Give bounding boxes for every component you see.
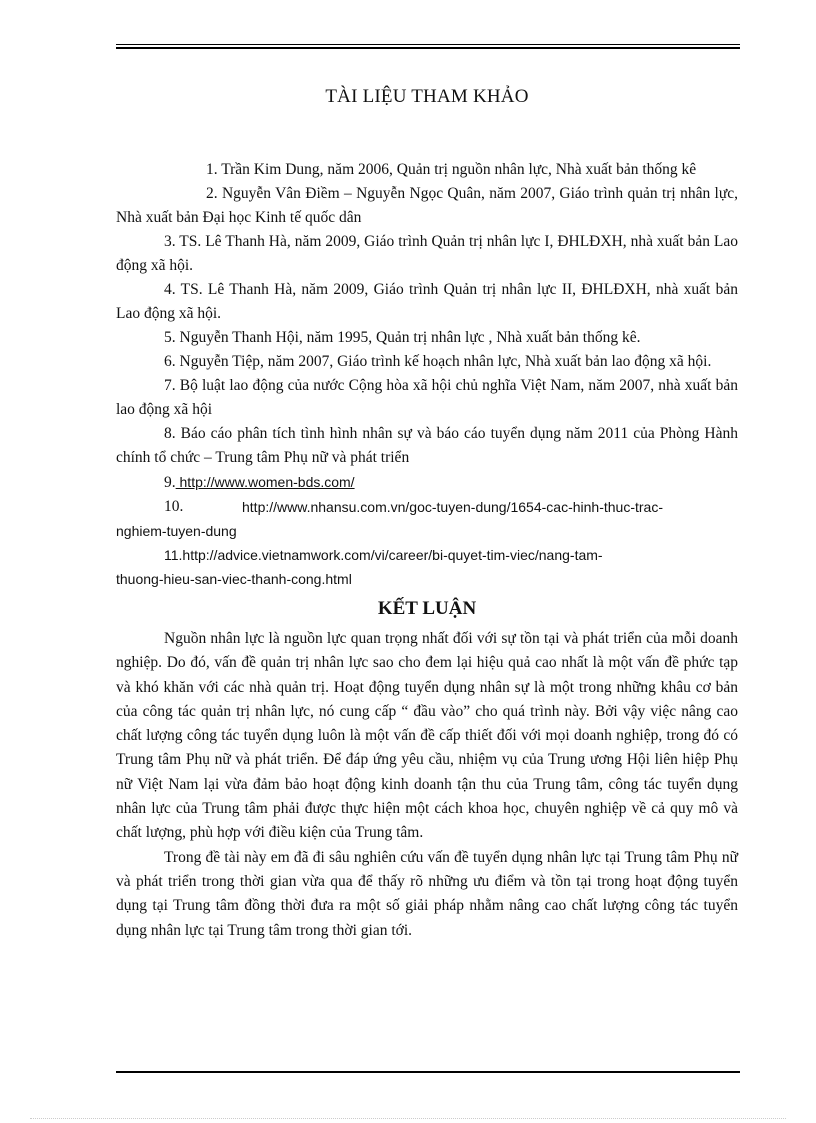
reference-link-continuation[interactable]: nghiem-tuyen-dung	[116, 523, 237, 539]
reference-item: 8. Báo cáo phân tích tình hình nhân sự và báo cáo tuyển dụng năm 2011 của Phòng Hành chính tổ chức – Trung tâm Phụ nữ và phát triển	[116, 425, 738, 466]
reference-number: 10.	[164, 498, 184, 515]
conclusion-paragraph: Trong đề tài này em đã đi sâu nghiên cứu vấn đề tuyển dụng nhân lực tại Trung tâm Phụ nữ và phát triển trong thời gian vừa qua để thấy rõ những ưu điểm và tồn tại trong hoạt động tuyển dụng tại Trung tâm đồng thời đưa ra một số giải pháp nhằm nâng cao chất lượng công tác tuyển dụng nhân lực tại Trung tâm trong thời gian tới.	[116, 848, 738, 939]
reference-item: 3. TS. Lê Thanh Hà, năm 2009, Giáo trình Quản trị nhân lực I, ĐHLĐXH, nhà xuất bản Lao động xã hội.	[116, 233, 738, 274]
reference-item-9	[116, 470, 738, 495]
reference-item: 1. Trần Kim Dung, năm 2006, Quản trị nguồn nhân lực, Nhà xuất bản thống kê	[206, 161, 697, 178]
reference-item-11[interactable]: 11.http://advice.vietnamwork.com/vi/career/bi-quyet-tim-viec/nang-tam-	[164, 547, 603, 563]
page-title: TÀI LIỆU THAM KHẢO	[325, 86, 529, 107]
reference-item: 5. Nguyễn Thanh Hội, năm 1995, Quản trị nhân lực , Nhà xuất bản thống kê.	[164, 329, 641, 346]
reference-item-10	[116, 495, 738, 519]
reference-link[interactable]: http://www.women-bds.com/	[175, 474, 355, 490]
reference-number: 9.	[164, 474, 176, 491]
footer-rule	[116, 1071, 740, 1073]
reference-list	[116, 158, 738, 943]
reference-item: 2. Nguyễn Vân Điềm – Nguyễn Ngọc Quân, năm 2007, Giáo trình quản trị nhân lực, Nhà xuất bản Đại học Kinh tế quốc dân	[116, 185, 738, 226]
reference-link-continuation[interactable]: thuong-hieu-san-viec-thanh-cong.html	[116, 571, 352, 587]
reference-link[interactable]: http://www.nhansu.com.vn/goc-tuyen-dung/1654-cac-hinh-thuc-trac-	[242, 499, 663, 515]
page-edge-dotted	[30, 1118, 786, 1119]
header-rule	[116, 44, 740, 51]
reference-item: 6. Nguyễn Tiệp, năm 2007, Giáo trình kế hoạch nhân lực, Nhà xuất bản lao động xã hội.	[164, 353, 712, 370]
reference-item: 4. TS. Lê Thanh Hà, năm 2009, Giáo trình Quản trị nhân lực II, ĐHLĐXH, nhà xuất bản Lao động xã hội.	[116, 281, 738, 322]
reference-item: 7. Bộ luật lao động của nước Cộng hòa xã hội chủ nghĩa Việt Nam, năm 2007, nhà xuất bản lao động xã hội	[116, 377, 738, 418]
conclusion-paragraph: Nguồn nhân lực là nguồn lực quan trọng nhất đối với sự tồn tại và phát triển của mỗi doanh nghiệp. Do đó, vấn đề quản trị nhân lực sao cho đem lại hiệu quả cao nhất là một vấn đề phức tạp và khó khăn với các nhà quản trị. Hoạt động tuyển dụng nhân sự là một trong những khâu cơ bản của công tác quản trị nhân lực, nó cung cấp “ đầu vào” cho quá trình này. Bởi vậy việc nâng cao chất lượng công tác tuyển dụng luôn là một vấn đề cấp thiết đối với mọi doanh nghiệp, trong đó có Trung tâm Phụ nữ và phát triển. Để đáp ứng yêu cầu, nhiệm vụ của Trung ương Hội liên hiệp Phụ nữ Việt Nam lại vừa đảm bảo hoạt động kinh doanh tận thu của Trung tâm, công tác tuyển dụng nhân lực của Trung tâm phải được thực hiện một cách khoa học, chuyên nghiệp về cả quy mô và chất lượng, phù hợp với điều kiện của Trung tâm.	[116, 630, 738, 842]
conclusion-heading: KẾT LUẬN	[377, 598, 477, 619]
